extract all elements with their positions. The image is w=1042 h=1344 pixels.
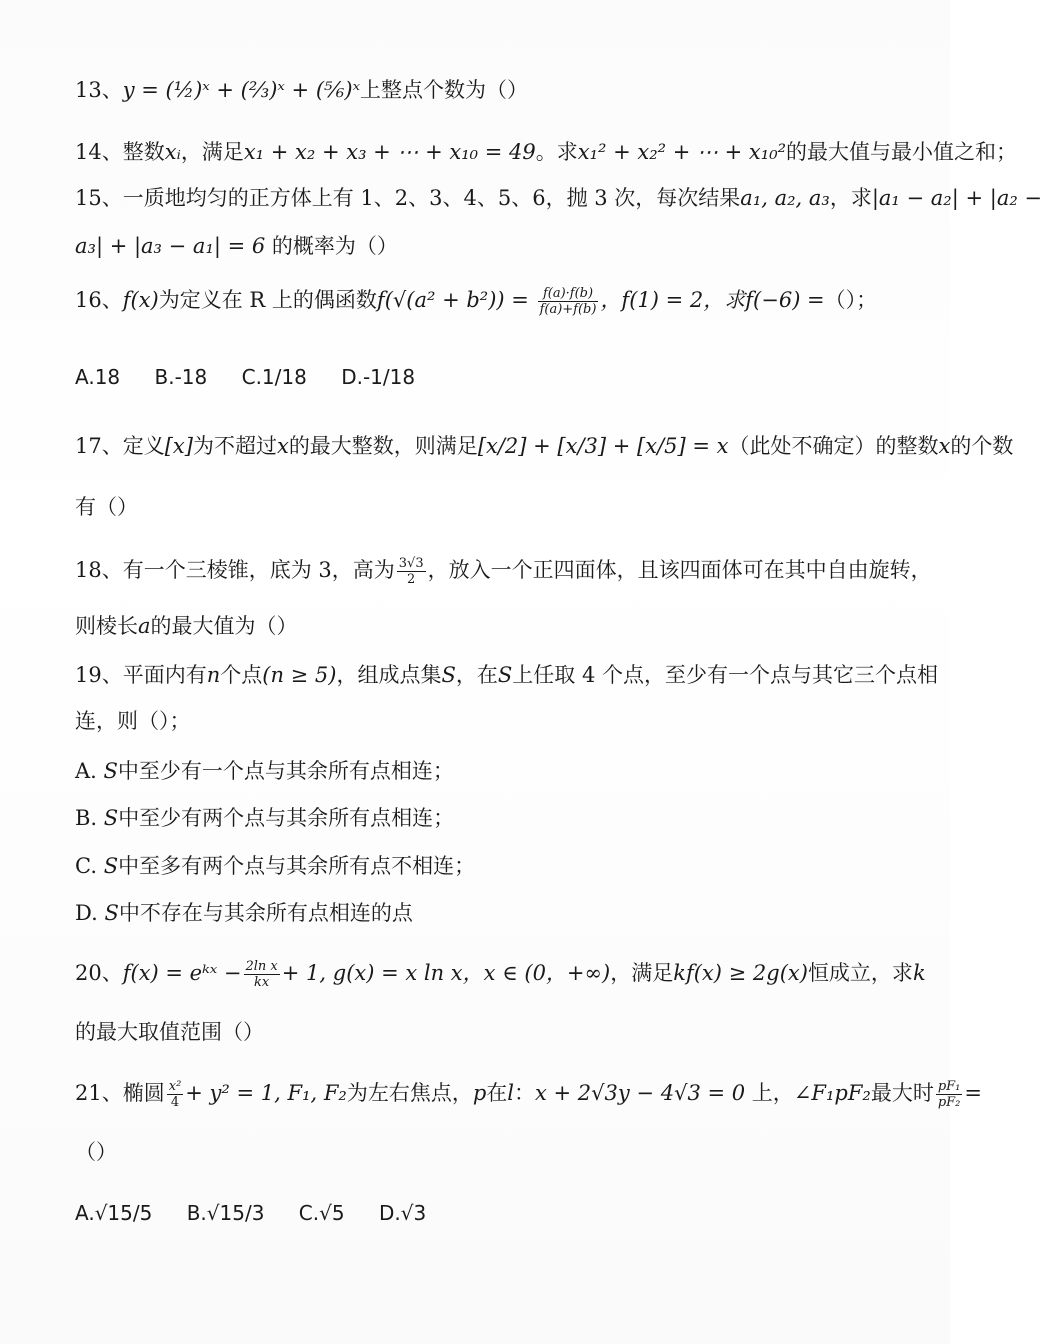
problem-text: 有一个三棱锥，底为 3，高为 bbox=[122, 558, 395, 582]
problem-text: （） bbox=[75, 1140, 117, 1164]
option-text: 中至少有一个点与其余所有点相连； bbox=[117, 759, 454, 783]
math-expression: p bbox=[472, 1081, 487, 1105]
problem-16-options bbox=[75, 362, 860, 392]
problem-text: 的最大值为（） bbox=[150, 614, 298, 638]
math-expression: S bbox=[103, 854, 119, 878]
math-expression: l bbox=[507, 1081, 514, 1105]
problem-text: ，满足 bbox=[610, 961, 674, 985]
problem-text: ，求 bbox=[829, 186, 872, 210]
problem-number: 20、 bbox=[75, 961, 123, 985]
problem-text: 的个数 bbox=[950, 434, 1014, 458]
problem-text: 。求 bbox=[535, 140, 578, 164]
problem-text: ，满足 bbox=[180, 140, 244, 164]
problem-text: 一质地均匀的正方体上有 1、2、3、4、5、6，抛 3 次，每次结果 bbox=[122, 186, 741, 210]
problem-text: 最大时 bbox=[870, 1081, 934, 1105]
fraction-numerator: f(a)·f(b) bbox=[538, 286, 599, 302]
option-d: D.-1/18 bbox=[341, 365, 416, 389]
option-c: C.1/18 bbox=[241, 365, 307, 389]
problem-text: 的最大取值范围（） bbox=[75, 1020, 264, 1044]
problem-text: 的最大整数，则满足 bbox=[288, 434, 478, 458]
math-expression: k bbox=[912, 961, 926, 985]
fraction bbox=[538, 286, 599, 317]
fraction-denominator: kx bbox=[254, 975, 270, 990]
option-text: 中不存在与其余所有点相连的点 bbox=[118, 901, 413, 925]
fraction-numerator: 3√3 bbox=[398, 556, 424, 571]
problem-text: ： bbox=[514, 1081, 535, 1105]
problem-text: 个点 bbox=[220, 663, 263, 687]
problem-text: 恒成立，求 bbox=[807, 961, 913, 985]
math-expression: [x/2] + [x/3] + [x/5] = x bbox=[477, 434, 729, 458]
problem-19-option-c bbox=[75, 851, 860, 881]
math-expression: a bbox=[138, 614, 151, 638]
problem-text: 为左右焦点， bbox=[346, 1081, 473, 1105]
option-label: B. bbox=[75, 806, 98, 830]
problem-19-option-d bbox=[75, 898, 860, 928]
math-expression: S bbox=[497, 663, 513, 687]
math-expression: a₃| + |a₃ − a₁| = 6 bbox=[75, 234, 266, 258]
problem-16 bbox=[75, 285, 878, 317]
problem-number: 15、 bbox=[75, 186, 123, 210]
option-label: A. bbox=[75, 759, 97, 783]
math-expression: |a₁ − a₂| + |a₂ − bbox=[871, 186, 1042, 210]
problem-20-cont bbox=[75, 1017, 860, 1047]
problem-14 bbox=[75, 137, 1018, 167]
problem-21-options bbox=[75, 1198, 860, 1228]
math-expression: x₁ + x₂ + x₃ + ⋯ + x₁₀ = 49 bbox=[243, 140, 536, 164]
problem-text: 定义 bbox=[122, 434, 165, 458]
option-a: A.√15/5 bbox=[75, 1201, 153, 1225]
option-b: B.√15/3 bbox=[186, 1201, 265, 1225]
problem-number: 18、 bbox=[75, 558, 123, 582]
math-expression: a₁, a₂, a₃ bbox=[740, 186, 830, 210]
problem-text: （此处不确定）的整数 bbox=[728, 434, 939, 458]
math-expression: f(x) bbox=[122, 288, 159, 312]
math-expression: S bbox=[104, 901, 119, 925]
problem-text: 平面内有 bbox=[122, 663, 207, 687]
math-expression: n bbox=[206, 663, 221, 687]
fraction bbox=[244, 959, 280, 990]
math-expression: f(√(a² + b²)) = bbox=[376, 288, 529, 312]
problem-text: 上任取 4 个点，至少有一个点与其它三个点相 bbox=[512, 663, 938, 687]
option-d: D.√3 bbox=[378, 1201, 427, 1225]
problem-number: 16、 bbox=[75, 288, 123, 312]
math-expression: x + 2√3y − 4√3 = 0 bbox=[535, 1081, 746, 1105]
problem-text: 的最大值与最小值之和； bbox=[786, 140, 1018, 164]
problem-number: 21、 bbox=[75, 1081, 123, 1105]
problem-text: ，放入一个正四面体，且该四面体可在其中自由旋转， bbox=[427, 558, 932, 582]
problem-text: 在 bbox=[486, 1081, 508, 1105]
problem-17 bbox=[75, 431, 1014, 461]
math-expression: f(−6) = bbox=[745, 288, 825, 312]
fraction-denominator: pF₂ bbox=[937, 1095, 961, 1110]
problem-20 bbox=[75, 958, 926, 990]
fraction-numerator: 2ln x bbox=[245, 959, 278, 974]
problem-text: 则棱长 bbox=[75, 614, 138, 638]
math-expression: + 1, g(x) = x ln x，x ∈ (0，+∞) bbox=[281, 961, 611, 985]
problem-text: 为定义在 R 上的偶函数 bbox=[158, 288, 377, 312]
math-expression: x bbox=[276, 434, 289, 458]
problem-19-option-b bbox=[75, 803, 860, 833]
math-expression: S bbox=[441, 663, 456, 687]
problem-18-cont bbox=[75, 611, 860, 641]
fraction bbox=[397, 556, 426, 587]
fraction-numerator: pF₁ bbox=[937, 1079, 961, 1094]
problem-21-cont bbox=[75, 1137, 860, 1167]
problem-text: （）； bbox=[824, 288, 878, 312]
problem-text: 为不超过 bbox=[192, 434, 277, 458]
fraction bbox=[167, 1079, 184, 1110]
fraction-numerator: x² bbox=[168, 1079, 182, 1094]
problem-21 bbox=[75, 1078, 983, 1110]
problem-text: 椭圆 bbox=[122, 1081, 165, 1105]
option-c: C.√5 bbox=[298, 1201, 345, 1225]
math-expression: + y² = 1, F₁, F₂ bbox=[185, 1081, 347, 1105]
problem-text: 上整点个数为（） bbox=[360, 78, 529, 102]
problem-13 bbox=[75, 75, 860, 105]
problem-text: 上， bbox=[745, 1081, 794, 1105]
fraction-denominator: 4 bbox=[170, 1095, 180, 1110]
math-expression: xᵢ bbox=[164, 140, 181, 164]
math-expression: S bbox=[103, 759, 118, 783]
math-expression: S bbox=[103, 806, 119, 830]
problem-text: 整数 bbox=[122, 140, 165, 164]
problem-number: 13、 bbox=[75, 78, 123, 102]
math-expression: kf(x) ≥ 2g(x) bbox=[673, 961, 808, 985]
math-expression: ∠F₁pF₂ bbox=[793, 1081, 871, 1105]
problem-19-cont bbox=[75, 706, 860, 736]
problem-text: ，组成点集 bbox=[336, 663, 442, 687]
option-label: D. bbox=[75, 901, 98, 925]
fraction-denominator: f(a)+f(b) bbox=[539, 302, 597, 317]
problem-15 bbox=[75, 183, 1042, 213]
math-expression: x₁² + x₂² + ⋯ + x₁₀² bbox=[577, 140, 787, 164]
math-expression: x bbox=[938, 434, 951, 458]
math-expression: (n ≥ 5) bbox=[262, 663, 337, 687]
problem-19 bbox=[75, 660, 938, 690]
problem-17-cont bbox=[75, 492, 860, 522]
option-label: C. bbox=[75, 854, 97, 878]
problem-19-option-a bbox=[75, 756, 860, 786]
math-expression: y = (½)ˣ + (⅔)ˣ + (⅚)ˣ bbox=[122, 78, 361, 102]
math-expression: ，f(1) = 2，求 bbox=[600, 288, 746, 312]
option-b: B.-18 bbox=[154, 365, 208, 389]
problem-number: 17、 bbox=[75, 434, 123, 458]
problem-text: ，在 bbox=[455, 663, 498, 687]
option-text: 中至多有两个点与其余所有点不相连； bbox=[118, 854, 476, 878]
option-text: 中至少有两个点与其余所有点相连； bbox=[118, 806, 455, 830]
problem-number: 19、 bbox=[75, 663, 123, 687]
problem-text: 的概率为（） bbox=[265, 234, 398, 258]
problem-number: 14、 bbox=[75, 140, 123, 164]
problem-18 bbox=[75, 555, 932, 587]
math-expression: [x] bbox=[164, 434, 193, 458]
problem-text: 连，则（）； bbox=[75, 709, 191, 733]
option-a: A.18 bbox=[75, 365, 121, 389]
problem-15-cont bbox=[75, 231, 860, 261]
math-expression: f(x) = eᵏˣ − bbox=[122, 961, 242, 985]
problem-text: = bbox=[964, 1081, 983, 1105]
problem-text: 有（） bbox=[75, 495, 138, 519]
fraction bbox=[936, 1079, 963, 1110]
fraction-denominator: 2 bbox=[407, 572, 416, 587]
